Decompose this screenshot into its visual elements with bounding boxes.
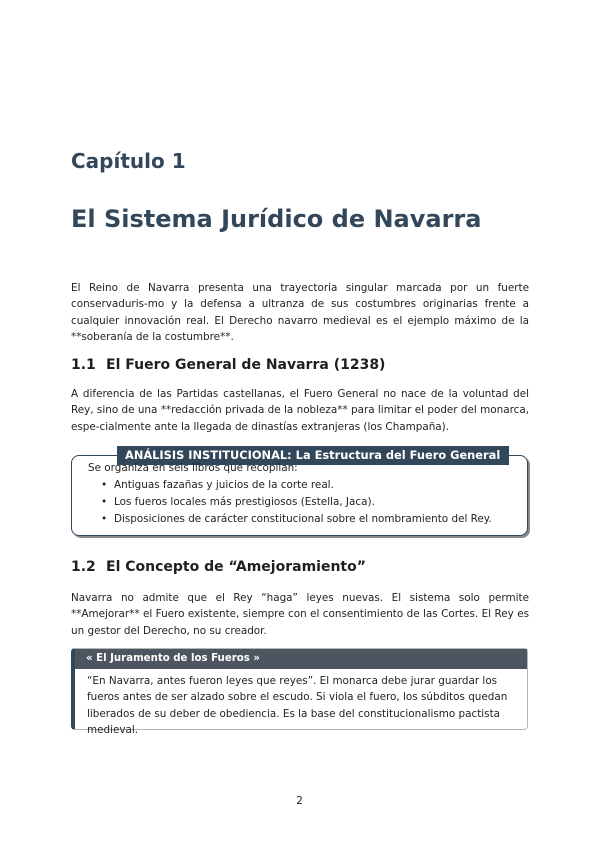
intro-paragraph: El Reino de Navarra presenta una trayectoria singular marcada por un fuerte conservaduris-mo y la defensa a ultranza de sus costumbres originarias frente a cualquier innovación real. El Derecho navarro medieval es el ejemplo máximo de la **soberanía de la costumbre**. [71,282,529,343]
list-item [101,511,492,528]
list-item-text: Antiguas fazañas y juicios de la corte real. [114,479,334,491]
section-title: El Fuero General de Navarra (1238) [106,357,386,373]
section-number: 1.2 [71,559,96,575]
section-title: El Concepto de “Amejoramiento” [106,559,366,575]
list-item [101,494,492,511]
section-heading-1-1 [71,356,385,374]
bullet-marker: • [101,479,108,491]
quote-box-text: “En Navarra, antes fueron leyes que reyes”. El monarca debe jurar guardar los fueros antes de ser alzado sobre el escudo. Si viola el fuero, los súbditos quedan liberados de su deber de obediencia. Es la base del constitucionalismo pactista medieval. [87,675,508,736]
list-item-text: Disposiciones de carácter constitucional sobre el nombramiento del Rey. [114,513,492,525]
section-1-1-paragraph: A diferencia de las Partidas castellanas, el Fuero General no nace de la voluntad del Rey, sino de una **redacción privada de la nobleza** para limitar el poder del monarca, espe-cialmente ante la llegada de dinastías extranjeras (los Champaña). [71,388,529,433]
bullet-marker: • [101,513,108,525]
section-number: 1.1 [71,357,96,373]
page-number: 2 [296,795,303,807]
institutional-box-title: ANÁLISIS INSTITUCIONAL: La Estructura del Fuero General [117,446,509,465]
section-1-2-paragraph: Navarra no admite que el Rey “haga” leyes nuevas. El sistema solo permite **Amejorar** el Fuero existente, siempre con el consentimiento de las Cortes. El Rey es un gestor del Derecho, no su creador. [71,592,529,637]
quote-box [71,648,528,736]
bullet-marker: • [101,496,108,508]
chapter-title: El Sistema Jurídico de Navarra [71,205,482,233]
institutional-box-intro: Se organiza en seis libros que recopilan: [88,462,298,474]
chapter-label: Capítulo 1 [71,149,186,173]
quote-box-header: « El Juramento de los Fueros » [75,649,527,669]
list-item [101,477,492,494]
section-heading-1-2 [71,558,366,576]
institutional-box-list [101,477,492,528]
list-item-text: Los fueros locales más prestigiosos (Estella, Jaca). [114,496,375,508]
